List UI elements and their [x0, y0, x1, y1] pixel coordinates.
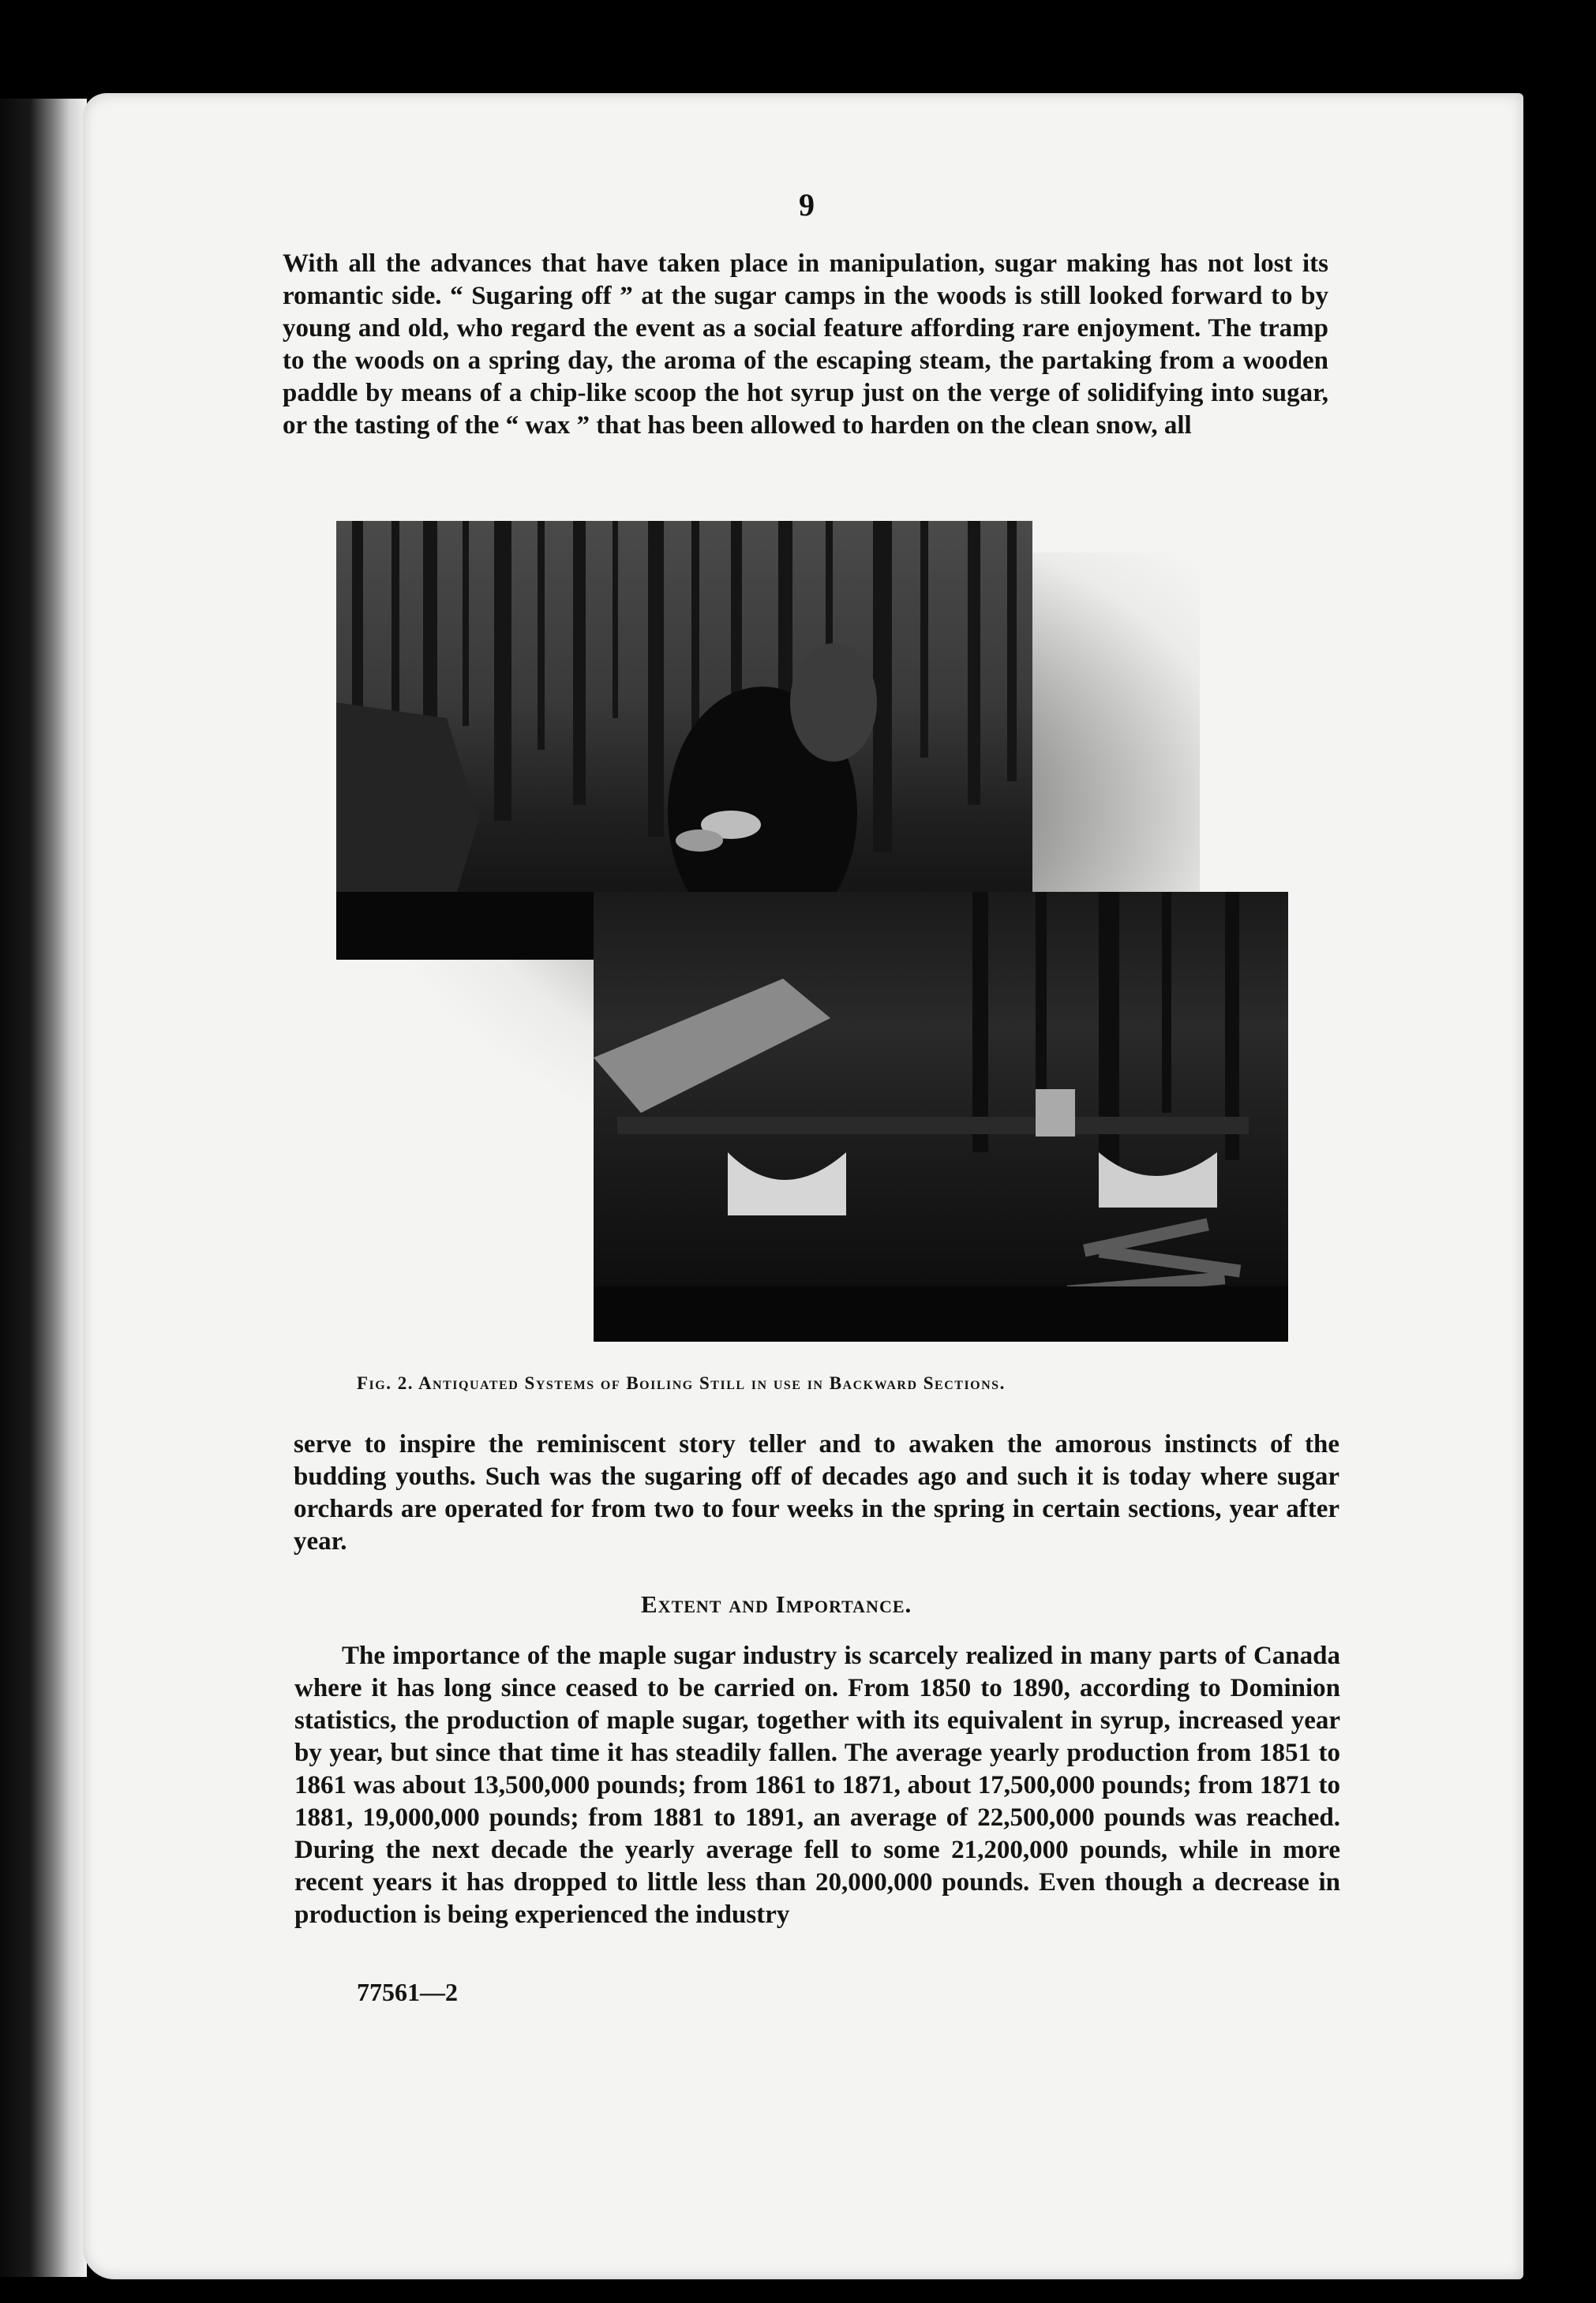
paragraph-intro: With all the advances that have taken place in manipulation, sugar making has not lost its romantic side. “ Sugaring off ” at the sugar camps in the woods is still looked forward to by young and old, who regard the event as a social feature affording rare enjoyment. The tramp to the woods on a spring day, the aroma of the escaping steam, the partaking from a wooden paddle by means of a chip-like scoop the hot syrup just on the verge of solidifying into sugar, or the tasting of the “ wax ” that has been allowed to harden on the clean snow, all — [283, 249, 1328, 440]
sugar-shanty-illustration — [594, 892, 1288, 1342]
page-number: 9 — [799, 187, 815, 223]
figure-photo-sugar-shanty — [594, 892, 1288, 1342]
figure-caption: Fig. 2. Antiquated Systems of Boiling Still in use in Backward Sections. — [357, 1373, 1006, 1393]
scan-edge-left — [0, 99, 87, 2277]
footer-signature-code: 77561—2 — [357, 1978, 458, 2006]
paragraph-continuation: serve to inspire the reminiscent story teller and to awaken the amorous instincts of the budding youths. Such was the sugaring off of decades ago and such it is today where sugar orchards are operated for from two to four weeks in the spring in certain sections, year after year. — [294, 1430, 1339, 1556]
paragraph-extent: The importance of the maple sugar industry is scarcely realized in many parts of Canada where it has long since ceased to be carried on. From 1850 to 1890, according to Dominion statistics, the production of maple sugar, together with its equivalent in syrup, increased year by year, but since that time it has steadily fallen. The average yearly production from 1851 to 1861 was about 13,500,000 pounds; from 1861 to 1871, about 17,500,000 pounds; from 1871 to 1881, 19,000,000 pounds; from 1881 to 1891, an average of 22,500,000 pounds was reached. During the next decade the yearly average fell to some 21,200,000 pounds, while in more recent years it has dropped to little less than 20,000,000 pounds. Even though a decrease in production is being experienced the industry — [294, 1642, 1340, 1929]
section-heading: Extent and Importance. — [641, 1590, 912, 1618]
